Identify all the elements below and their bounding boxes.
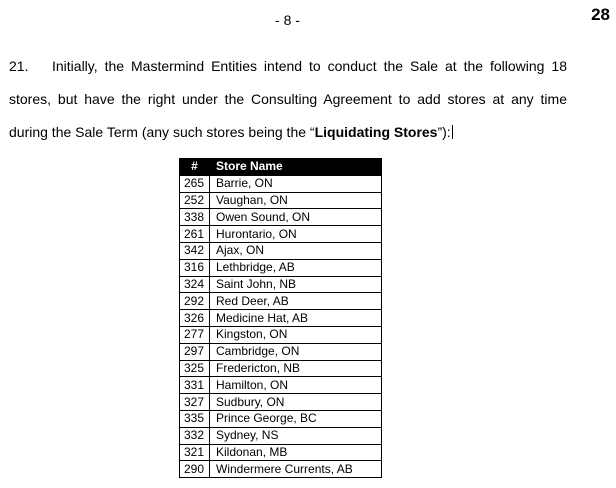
table-row	[180, 310, 382, 327]
paragraph-text: Initially, the Mastermind Entities intend to conduct the Sale at the following 18 stores, but have the right under the Consulting Agreement to add stores at any time during the Sale Term (any such stores being the “	[9, 58, 567, 140]
store-name-cell: Cambridge, ON	[210, 343, 382, 360]
store-number-cell: 327	[180, 394, 210, 411]
store-name-cell: Kingston, ON	[210, 326, 382, 343]
table-row	[180, 226, 382, 243]
store-name-cell: Lethbridge, AB	[210, 259, 382, 276]
store-name-cell: Barrie, ON	[210, 175, 382, 192]
store-name-cell: Hamilton, ON	[210, 377, 382, 394]
store-number-cell: 252	[180, 192, 210, 209]
table-row	[180, 427, 382, 444]
store-number-cell: 297	[180, 343, 210, 360]
store-number-cell: 321	[180, 444, 210, 461]
store-name-cell: Ajax, ON	[210, 242, 382, 259]
text-cursor	[452, 125, 453, 139]
table-row	[180, 242, 382, 259]
store-number-cell: 325	[180, 360, 210, 377]
store-number-cell: 316	[180, 259, 210, 276]
document-page-number: 28	[591, 5, 610, 24]
store-number-cell: 331	[180, 377, 210, 394]
column-header-store-name: Store Name	[210, 159, 382, 176]
table-row	[180, 461, 382, 478]
page-number: - 8 -	[275, 12, 300, 28]
store-name-cell: Medicine Hat, AB	[210, 310, 382, 327]
store-number-cell: 265	[180, 175, 210, 192]
table-row	[180, 276, 382, 293]
store-number-cell: 338	[180, 209, 210, 226]
paragraph-21	[9, 50, 567, 149]
store-name-cell: Prince George, BC	[210, 410, 382, 427]
store-number-cell: 324	[180, 276, 210, 293]
table-row	[180, 377, 382, 394]
table-row	[180, 259, 382, 276]
table-row	[180, 343, 382, 360]
store-name-cell: Kildonan, MB	[210, 444, 382, 461]
store-name-cell: Sydney, NS	[210, 427, 382, 444]
store-number-cell: 277	[180, 326, 210, 343]
table-row	[180, 394, 382, 411]
store-name-cell: Vaughan, ON	[210, 192, 382, 209]
paragraph-text-end: ”):	[437, 124, 451, 140]
store-name-cell: Saint John, NB	[210, 276, 382, 293]
store-number-cell: 342	[180, 242, 210, 259]
column-header-number: #	[180, 159, 210, 176]
store-name-cell: Owen Sound, ON	[210, 209, 382, 226]
store-name-cell: Fredericton, NB	[210, 360, 382, 377]
store-number-cell: 332	[180, 427, 210, 444]
table-row	[180, 175, 382, 192]
paragraph-number: 21.	[9, 58, 29, 74]
store-number-cell: 326	[180, 310, 210, 327]
store-name-cell: Hurontario, ON	[210, 226, 382, 243]
table-row	[180, 209, 382, 226]
store-number-cell: 335	[180, 410, 210, 427]
table-row	[180, 444, 382, 461]
store-number-cell: 292	[180, 293, 210, 310]
table-row	[180, 192, 382, 209]
table-row	[180, 293, 382, 310]
table-row	[180, 360, 382, 377]
store-number-cell: 290	[180, 461, 210, 478]
table-body	[180, 175, 382, 477]
store-number-cell: 261	[180, 226, 210, 243]
table-row	[180, 410, 382, 427]
store-name-cell: Red Deer, AB	[210, 293, 382, 310]
table-header-row	[180, 159, 382, 176]
store-name-cell: Sudbury, ON	[210, 394, 382, 411]
defined-term: Liquidating Stores	[314, 124, 438, 140]
table-row	[180, 326, 382, 343]
store-name-cell: Windermere Currents, AB	[210, 461, 382, 478]
stores-table	[179, 158, 382, 478]
